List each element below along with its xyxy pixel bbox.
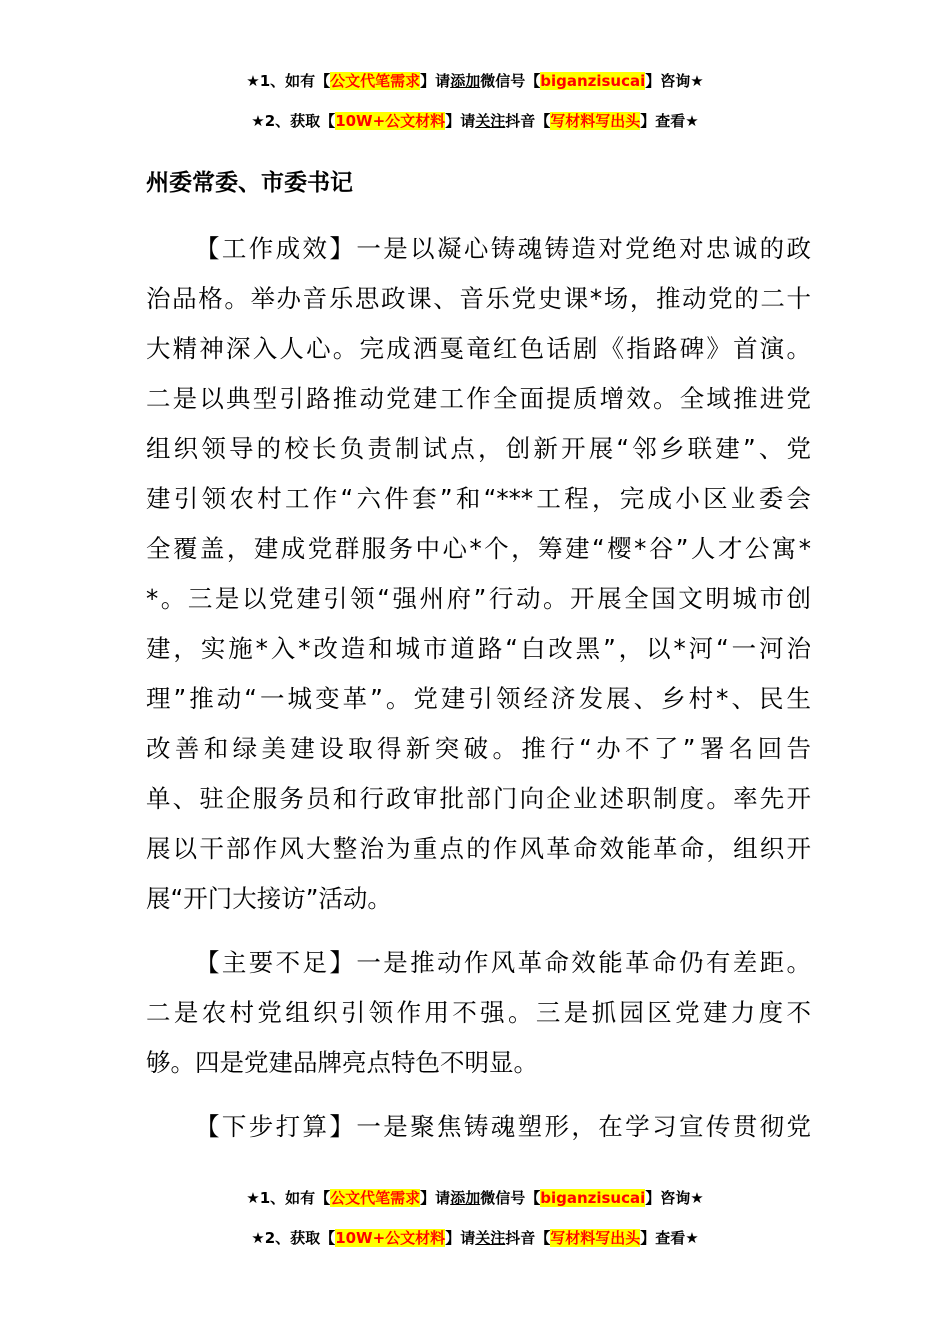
paragraph-line: 展以干部作风大整治为重点的作风革命效能革命，组织开 — [146, 834, 811, 863]
promo-text: 】请 — [445, 112, 476, 130]
promo-top-line-1 — [0, 71, 950, 91]
paragraph-line: 组织领导的校长负责制试点，创新开展“邻乡联建”、党 — [146, 434, 811, 463]
promo-text: 抖音【 — [505, 112, 551, 130]
paragraph-line: 改善和绿美建设取得新突破。推行“办不了”署名回告 — [146, 734, 811, 763]
paragraph-line: 够。四是党建品牌亮点特色不明显。 — [146, 1048, 538, 1077]
promo-highlight: 10W+公文材料 — [335, 1229, 446, 1247]
paragraph-line: 【主要不足】一是推动作风革命效能革命仍有差距。 — [195, 948, 811, 977]
promo-text: 】请 — [445, 1229, 476, 1247]
promo-bottom-line-2 — [0, 1228, 950, 1248]
promo-underline: 关注 — [475, 112, 506, 130]
paragraph-line: 理”推动“一城变革”。党建引领经济发展、乡村*、民生 — [146, 684, 811, 713]
paragraph-line: 【下步打算】一是聚焦铸魂塑形，在学习宣传贯彻党 — [195, 1112, 811, 1141]
promo-top-line-2 — [0, 111, 950, 131]
promo-text: 】请 — [420, 72, 451, 90]
section-heading: 州委常委、市委书记 — [146, 170, 353, 196]
promo-douyin-id: 写材料写出头 — [550, 1229, 641, 1247]
paragraph-next-steps — [146, 1102, 811, 1152]
promo-underline: 添加 — [450, 1189, 481, 1207]
promo-highlight: 公文代笔需求 — [330, 72, 421, 90]
paragraph-line: 全覆盖，建成党群服务中心*个，筹建“樱*谷”人才公寓* — [146, 534, 811, 563]
paragraph-line: 展“开门大接访”活动。 — [146, 884, 392, 913]
paragraph-line: 建，实施*入*改造和城市道路“白改黑”，以*河“一河治 — [146, 634, 811, 663]
promo-text: 微信号【 — [480, 1189, 541, 1207]
promo-suffix: 】查看★ — [640, 1229, 699, 1247]
paragraph-line: *。三是以党建引领“强州府”行动。开展全国文明城市创 — [146, 584, 811, 613]
promo-underline: 添加 — [450, 72, 481, 90]
promo-prefix: ★1、如有【 — [246, 72, 331, 90]
paragraph-line: 二是以典型引路推动党建工作全面提质增效。全域推进党 — [146, 384, 811, 413]
promo-text: 抖音【 — [505, 1229, 551, 1247]
paragraph-line: 建引领农村工作“六件套”和“***工程，完成小区业委会 — [146, 484, 811, 513]
promo-suffix: 】咨询★ — [645, 72, 704, 90]
paragraph-line: 单、驻企服务员和行政审批部门向企业述职制度。率先开 — [146, 784, 811, 813]
paragraph-shortcomings — [146, 938, 811, 1088]
promo-prefix: ★1、如有【 — [246, 1189, 331, 1207]
promo-suffix: 】咨询★ — [645, 1189, 704, 1207]
promo-prefix: ★2、获取【 — [251, 112, 336, 130]
promo-underline: 关注 — [475, 1229, 506, 1247]
paragraph-line: 大精神深入人心。完成洒戛竜红色话剧《指路碑》首演。 — [146, 334, 811, 363]
promo-highlight: 10W+公文材料 — [335, 112, 446, 130]
promo-prefix: ★2、获取【 — [251, 1229, 336, 1247]
paragraph-line: 【工作成效】一是以凝心铸魂铸造对党绝对忠诚的政 — [195, 234, 811, 263]
paragraph-line: 二是农村党组织引领作用不强。三是抓园区党建力度不 — [146, 998, 811, 1027]
promo-wechat-id: biganzisucai — [540, 1189, 646, 1207]
paragraph-achievements — [146, 224, 811, 924]
promo-text: 微信号【 — [480, 72, 541, 90]
promo-suffix: 】查看★ — [640, 112, 699, 130]
paragraph-line: 治品格。举办音乐思政课、音乐党史课*场，推动党的二十 — [146, 284, 811, 313]
promo-wechat-id: biganzisucai — [540, 72, 646, 90]
promo-text: 】请 — [420, 1189, 451, 1207]
promo-highlight: 公文代笔需求 — [330, 1189, 421, 1207]
promo-douyin-id: 写材料写出头 — [550, 112, 641, 130]
promo-bottom-line-1 — [0, 1188, 950, 1208]
